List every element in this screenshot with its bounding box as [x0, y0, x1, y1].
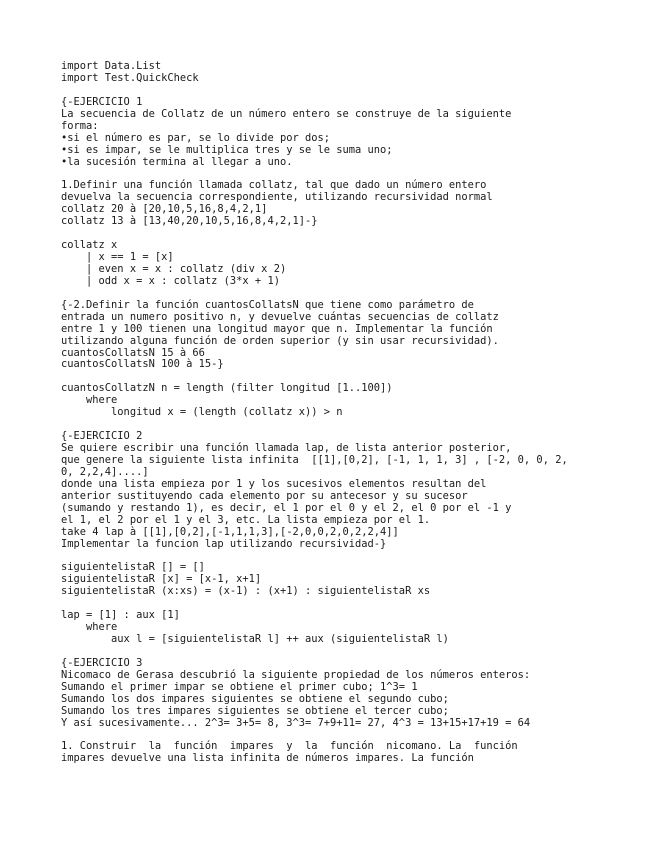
code-line: entrada un numero positivo n, y devuelve cuántas secuencias de collatz: [61, 310, 499, 323]
code-line: siguientelistaR [] = []: [61, 561, 205, 574]
code-line: import Test.QuickCheck: [61, 71, 199, 84]
code-line: {-2.Definir la función cuantosCollatsN que tiene como parámetro de: [61, 298, 474, 311]
code-line: (sumando y restando 1), es decir, el 1 por el 0 y el 2, el 0 por el -1 y: [61, 501, 512, 514]
code-line: devuelva la secuencia correspondiente, utilizando recursividad normal: [61, 191, 493, 204]
code-line: La secuencia de Collatz de un número entero se construye de la siguiente: [61, 107, 512, 120]
code-line: impares devuelve una lista infinita de números impares. La función: [61, 752, 474, 765]
code-line: longitud x = (length (collatz x)) > n: [61, 406, 343, 419]
code-line: siguientelistaR [x] = [x-1, x+1]: [61, 573, 262, 586]
code-line: cuantosCollatsN 15 à 66: [61, 346, 205, 359]
code-line: Sumando los tres impares siguientes se obtiene el tercer cubo;: [61, 704, 449, 717]
code-line: siguientelistaR (x:xs) = (x-1) : (x+1) : siguientelistaR xs: [61, 585, 431, 598]
code-line: [61, 85, 646, 97]
code-line: •si el número es par, se lo divide por dos;: [61, 131, 330, 144]
code-line: [61, 228, 646, 240]
code-line: Implementar la funcion lap utilizando recursividad-}: [61, 537, 387, 550]
code-line: [61, 288, 646, 300]
code-line: cuantosCollatzN n = length (filter longitud [1..100]): [61, 382, 393, 395]
code-line: cuantosCollatsN 100 à 15-}: [61, 358, 224, 371]
code-line: | x == 1 = [x]: [61, 251, 174, 263]
code-line: que genere la siguiente lista infinita [[1],[0,2], [-1, 1, 1, 3] , [-2, 0, 0, 2,: [61, 453, 568, 466]
code-line: | even x = x : collatz (div x 2): [61, 262, 287, 275]
code-line: donde una lista empieza por 1 y los sucesivos elementos resultan del: [61, 477, 487, 490]
code-line: •la sucesión termina al llegar a uno.: [61, 155, 293, 168]
code-line: lap = [1] : aux [1]: [61, 609, 180, 622]
code-line: take 4 lap à [[1],[0,2],[-1,1,1,3],[-2,0,0,2,0,2,2,4]]: [61, 525, 399, 538]
code-line: collatz x: [61, 239, 118, 252]
code-line: Se quiere escribir una función llamada lap, de lista anterior posterior,: [61, 442, 512, 454]
code-line: Y así sucesivamente... 2^3= 3+5= 8, 3^3= 7+9+11= 27, 4^3 = 13+15+17+19 = 64: [61, 716, 531, 729]
code-line: aux l = [siguientelistaR l] ++ aux (siguientelistaR l): [61, 633, 449, 645]
code-line: entre 1 y 100 tienen una longitud mayor que n. Implementar la función: [61, 322, 493, 335]
code-line: 1. Construir la función impares y la función nicomano. La función: [61, 740, 518, 753]
code-line: collatz 20 à [20,10,5,16,8,4,2,1]: [61, 203, 268, 216]
code-line: [61, 646, 646, 658]
code-line: {-EJERCICIO 2: [61, 430, 143, 443]
code-line: utilizando alguna función de orden superior (y sin usar recursividad).: [61, 334, 499, 347]
code-line: [61, 419, 646, 431]
code-line: collatz 13 à [13,40,20,10,5,16,8,4,2,1]-}: [61, 215, 318, 228]
code-line: el 1, el 2 por el 1 y el 3, etc. La lista empieza por el 1.: [61, 513, 431, 526]
code-line: Sumando los dos impares siguientes se obtiene el segundo cubo;: [61, 692, 449, 705]
code-line: where: [61, 394, 118, 407]
code-line: | odd x = x : collatz (3*x + 1): [61, 274, 280, 287]
code-line: {-EJERCICIO 1: [61, 95, 143, 108]
code-listing: [61, 61, 646, 765]
code-line: anterior sustituyendo cada elemento por su antecesor y su sucesor: [61, 489, 468, 502]
code-line: import Data.List: [61, 60, 162, 72]
code-line: Sumando el primer impar se obtiene el primer cubo; 1^3= 1: [61, 680, 418, 693]
code-line: forma:: [61, 119, 99, 132]
code-line: 0, 2,2,4]....]: [61, 465, 149, 478]
code-line: •si es impar, se le multiplica tres y se le suma uno;: [61, 143, 393, 156]
code-line: Nicomaco de Gerasa descubrió la siguiente propiedad de los números enteros:: [61, 668, 531, 681]
code-line: where: [61, 621, 118, 634]
code-line: 1.Definir una función llamada collatz, tal que dado un número entero: [61, 179, 487, 192]
code-line: {-EJERCICIO 3: [61, 656, 143, 669]
